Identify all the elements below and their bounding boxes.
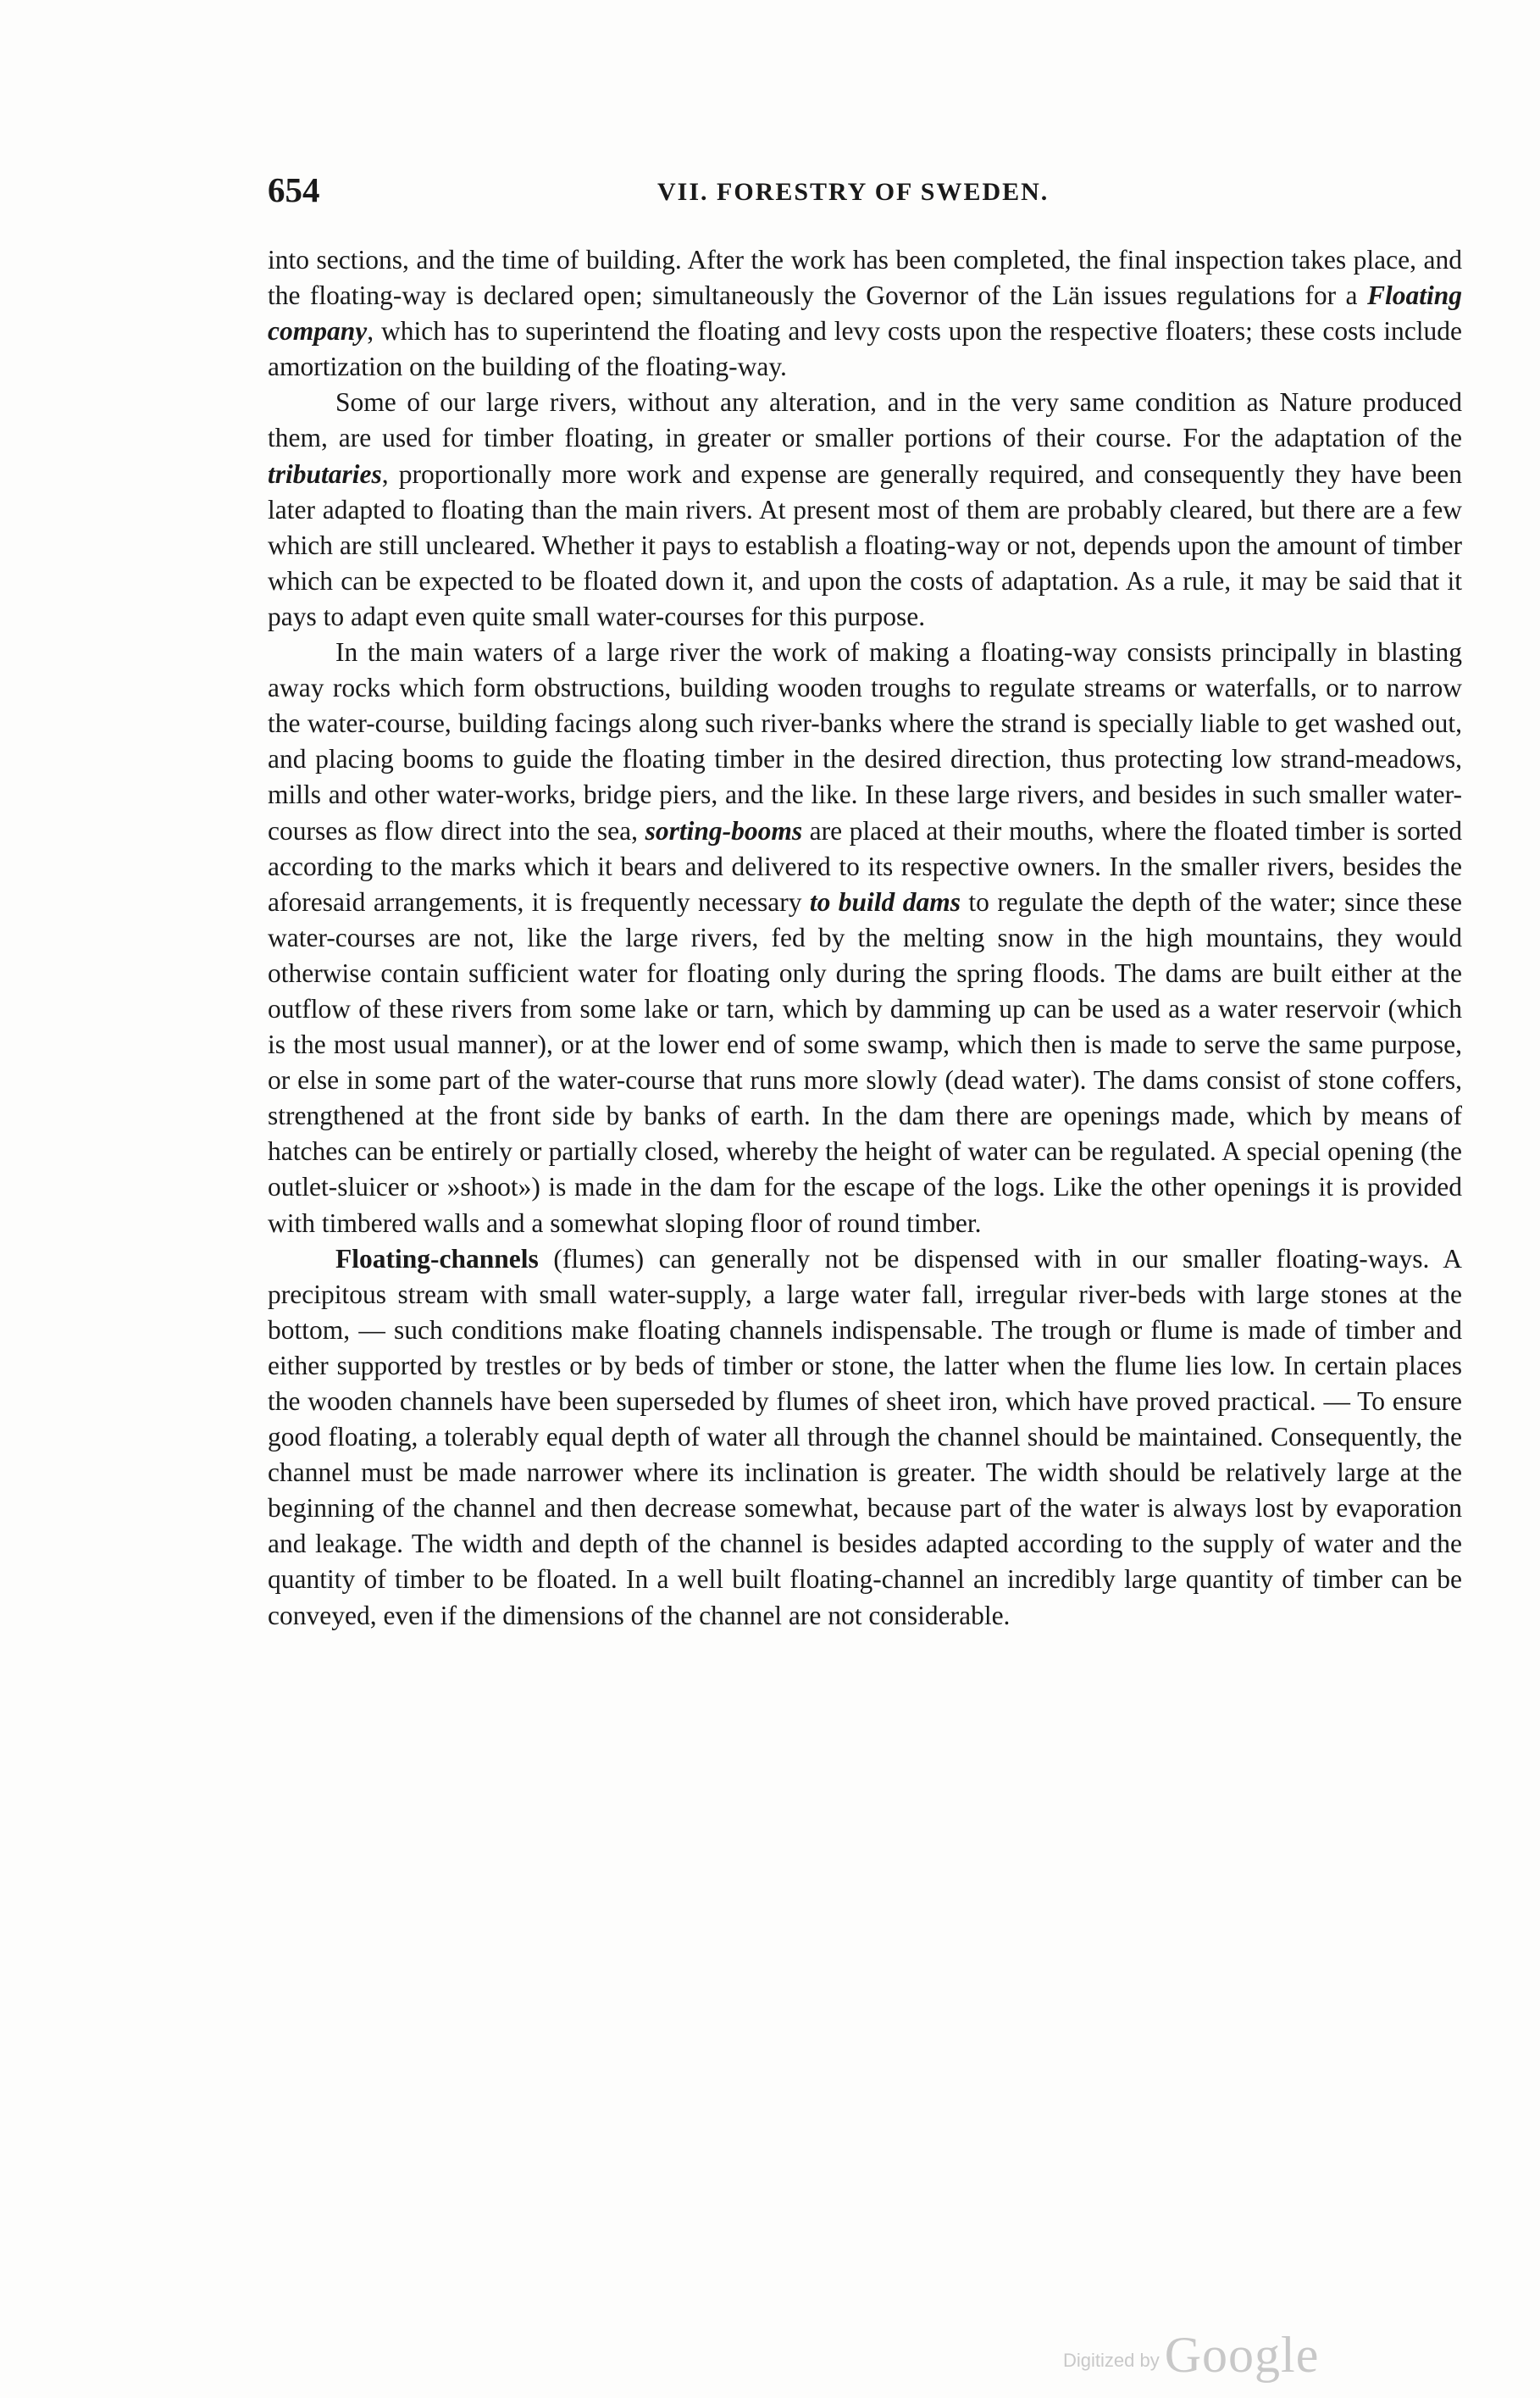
- text-segment: are placed at their mouths, where the floated timber is sorted according to the marks which it bears and delivered to its respective owners. In the smaller rivers, besides the aforesaid arrangements, it is frequently necessary: [268, 815, 1462, 917]
- watermark-prefix: Digitized by: [1063, 2350, 1160, 2371]
- digitized-by-google-watermark: [1063, 2326, 1319, 2384]
- text-segment: , which has to superintend the floating and levy costs upon the respective floaters; these costs include amortization on the building of the floating-way.: [268, 316, 1462, 382]
- text-segment: (flumes) can generally not be dispensed with in our smaller floating-ways. A precipitous stream with small water-supply, a large water fall, irregular river-beds with large stones at the bottom, — such conditions make floating channels indispensable. The trough or flume is made of timber and either supported by trestles or by beds of timber or stone, the latter when the flume lies low. In certain places the wooden channels have been superseded by flumes of sheet iron, which have proved practical. — To ensure good floating, a tolerably equal depth of water all through the channel should be maintained. Consequently, the channel must be made narrower where its inclination is greater. The width should be relatively large at the beginning of the channel and then decrease somewhat, because part of the water is always lost by evaporation and leakage. The width and depth of the channel is besides adapted according to the supply of water and the quantity of timber to be floated. In a well built floating-channel an incredibly large quantity of timber can be conveyed, even if the dimensions of the channel are not considerable.: [268, 1243, 1462, 1630]
- text-segment: to regulate the depth of the water; since these water-courses are not, like the large rivers, fed by the melting snow in the high mountains, they would otherwise contain sufficient water for floating only during the spring floods. The dams are built either at the outflow of these rivers from some lake or tarn, which by damming up can be used as a water reservoir (which is the most usual manner), or at the lower end of some swamp, which then is made to serve the same purpose, or else in some part of the water-course that runs more slowly (dead water). The dams consist of stone coffers, strengthened at the front side by banks of earth. In the dam there are openings made, which by means of hatches can be entirely or partially closed, whereby the height of water can be regulated. A special opening (the outlet-sluicer or »shoot») is made in the dam for the escape of the logs. Like the other openings it is provided with timbered walls and a somewhat sloping floor of round timber.: [268, 886, 1462, 1238]
- emphasis-bold: Floating-channels: [335, 1243, 539, 1274]
- emphasis-italic: to build dams: [809, 886, 961, 917]
- text-segment: into sections, and the time of building. After the work has been completed, the final inspection takes place, and the floating-way is declared open; simultaneously the Governor of the Län issues regulations for a: [268, 245, 1462, 311]
- text-segment: Some of our large rivers, without any alteration, and in the very same condition as Nature produced them, are used for timber floating, in greater or smaller portions of their course. For the adaptation of the: [268, 387, 1462, 453]
- emphasis-italic: sorting-booms: [645, 815, 803, 846]
- text-segment: , proportionally more work and expense are generally required, and consequently they have been later adapted to floating than the main rivers. At present most of them are probably cleared, but there are a few which are still uncleared. Whether it pays to establish a floating-way or not, depends upon the amount of timber which can be expected to be floated down it, and upon the costs of adaptation. As a rule, it may be said that it pays to adapt even quite small water-courses for this purpose.: [268, 458, 1462, 631]
- body-text: [268, 242, 1462, 1634]
- paragraph: [268, 635, 1462, 1241]
- paragraph: [268, 1241, 1462, 1634]
- paragraph: [268, 242, 1462, 385]
- emphasis-italic: Floating company: [268, 280, 1462, 347]
- text-segment: In the main waters of a large river the work of making a floating-way consists principally in blasting away rocks which form obstructions, building wooden troughs to regulate streams or waterfalls, or to narrow the water-course, building facings along such river-banks where the strand is specially liable to get washed out, and placing booms to guide the floating timber in the desired direction, thus protecting low strand-meadows, mills and other water-works, bridge piers, and the like. In these large rivers, and besides in such smaller water-courses as flow direct into the sea,: [268, 637, 1462, 846]
- google-logo: Google: [1164, 2327, 1320, 2383]
- paragraph: [268, 385, 1462, 635]
- emphasis-italic: tributaries: [268, 458, 382, 489]
- running-head: VII. FORESTRY OF SWEDEN.: [657, 178, 1050, 206]
- page-header: [268, 169, 1462, 220]
- page-number: 654: [268, 170, 320, 209]
